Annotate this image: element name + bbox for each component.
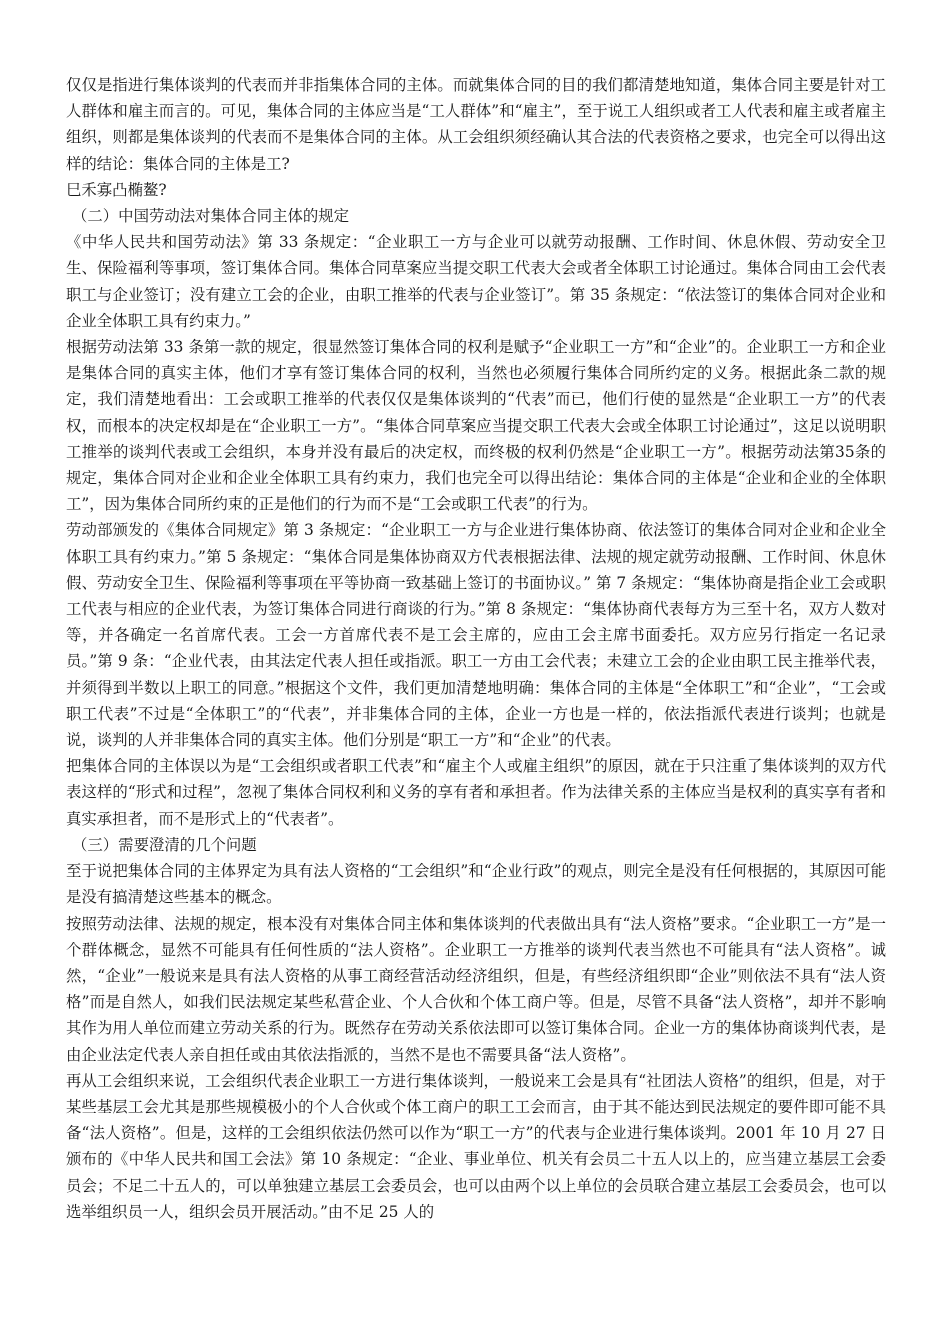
paragraph-legal-person-requirement: 按照劳动法律、法规的规定，根本没有对集体合同主体和集体谈判的代表做出具有“法人资格”要求。“企业职工一方”是一个群体概念，显然不可能具有任何性质的“法人资格”。企业职工一方推举的谈判代表当然也不可能具有“法人资格”。诚然，“企业”一般说来是具有法人资格的从事工商经营活动经济组织，但是，有些经济组织即“企业”则依法不具有“法人资格”而是自然人，如我们民法规定某些私营企业、个人合伙和个体工商户等。但是，尽管不具备“法人资格”，却并不影响其作为用人单位而建立劳动关系的行为。既然存在劳动关系依法即可以签订集体合同。企业一方的集体协商谈判代表，是由企业法定代表人亲自担任或由其依法指派的，当然不是也不需要具备“法人资格”。 — [66, 914, 886, 1064]
section-heading-2: （二）中国劳动法对集体合同主体的规定 — [72, 207, 350, 226]
paragraph-1: 仅仅是指进行集体谈判的代表而并非指集体合同的主体。而就集体合同的目的我们都清楚地知道，集体合同主要是针对工人群体和雇主而言的。可见，集体合同的主体应当是“工人群体”和“雇主”，至于说工人组织或者工人代表和雇主或者雇主组织，则都是集体谈判的代表而不是集体合同的主体。从工会组织须经确认其合法的代表资格之要求，也完全可以得出这样的结论：集体合同的主体是工? — [66, 76, 886, 173]
paragraph-article-33-analysis: 根据劳动法第 33 条第一款的规定，很显然签订集体合同的权利是赋予“企业职工一方”和“企业”的。企业职工一方和企业是集体合同的真实主体，他们才享有签订集体合同的权利，当然也必须履行集体合同所约定的义务。根据此条二款的规定，我们清楚地看出：工会或职工推举的代表仅仅是集体谈判的“代表”而已，他们行使的显然是“企业职工一方”的代表权，而根本的决定权却是在“企业职工一方”。“集体合同草案应当提交职工代表大会或全体职工讨论通过”，这足以说明职工推举的谈判代表或工会组织，本身并没有最后的决定权，而终极的权利仍然是“企业职工一方”。根据劳动法第35条的规定，集体合同对企业和企业全体职工具有约束力，我们也完全可以得出结论：集体合同的主体是“企业和企业的全体职工”，因为集体合同所约束的正是他们的行为而不是“工会或职工代表”的行为。 — [66, 338, 886, 514]
paragraph-2-garbled: 巳禾寡凸椭鳌? — [66, 180, 167, 199]
paragraph-legal-person-view: 至于说把集体合同的主体界定为具有法人资格的“工会组织”和“企业行政”的观点，则完全是没有任何根据的，其原因可能是没有搞清楚这些基本的概念。 — [66, 862, 886, 907]
paragraph-misconception: 把集体合同的主体误以为是“工会组织或者职工代表”和“雇主个人或雇主组织”的原因，就在于只注重了集体谈判的双方代表这样的“形式和过程”，忽视了集体合同权利和义务的享有者和承担者。作为法律关系的主体应当是权利的真实享有者和真实承担者，而不是形式上的“代表者”。 — [66, 757, 886, 828]
paragraph-trade-union: 再从工会组织来说，工会组织代表企业职工一方进行集体谈判，一般说来工会是具有“社团法人资格”的组织，但是，对于某些基层工会尤其是那些规模极小的个人合伙或个体工商户的职工工会而言，由于其不能达到民法规定的要件即可能不具备“法人资格”。但是，这样的工会组织依法仍然可以作为“职工一方”的代表与企业进行集体谈判。2001 年 10 月 27 日颁布的《中华人民共和国工会法》第 10 条规定：“企业、事业单位、机关有会员二十五人以上的，应当建立基层工会委员会；不足二十五人的，可以单独建立基层工会委员会，也可以由两个以上单位的会员联合建立基层工会委员会，也可以选举组织员一人，组织会员开展活动。”由不足 25 人的 — [66, 1071, 886, 1221]
document-body — [66, 72, 886, 1225]
paragraph-collective-contract-regulation: 劳动部颁发的《集体合同规定》第 3 条规定：“企业职工一方与企业进行集体协商、依法签订的集体合同对企业和企业全体职工具有约束力。”第 5 条规定：“集体合同是集体协商双方代表根据法律、法规的规定就劳动报酬、工作时间、休息休假、劳动安全卫生、保险福利等事项在平等协商一致基础上签订的书面协议。” 第 7 条规定：“集体协商是指企业工会或职工代表与相应的企业代表，为签订集体合同进行商谈的行为。”第 8 条规定：“集体协商代表每方为三至十名，双方人数对等，并各确定一名首席代表。工会一方首席代表不是工会主席的，应由工会主席书面委托。双方应另行指定一名记录员。”第 9 条：“企业代表，由其法定代表人担任或指派。职工一方由工会代表；未建立工会的企业由职工民主推举代表，并须得到半数以上职工的同意。”根据这个文件，我们更加清楚地明确：集体合同的主体是“全体职工”和“企业”，“工会或职工代表”不过是“全体职工”的“代表”，并非集体合同的主体，企业一方也是一样的，依法指派代表进行谈判；也就是说，谈判的人并非集体合同的真实主体。他们分别是“职工一方”和“企业”的代表。 — [66, 521, 886, 750]
section-heading-3: （三）需要澄清的几个问题 — [72, 835, 257, 854]
paragraph-labor-law-quote: 《中华人民共和国劳动法》第 33 条规定：“企业职工一方与企业可以就劳动报酬、工作时间、休息休假、劳动安全卫生、保险福利等事项，签订集体合同。集体合同草案应当提交职工代表大会或者全体职工讨论通过。集体合同由工会代表职工与企业签订；没有建立工会的企业，由职工推举的代表与企业签订”。第 35 条规定：“依法签订的集体合同对企业和企业全体职工具有约束力。” — [66, 233, 886, 330]
